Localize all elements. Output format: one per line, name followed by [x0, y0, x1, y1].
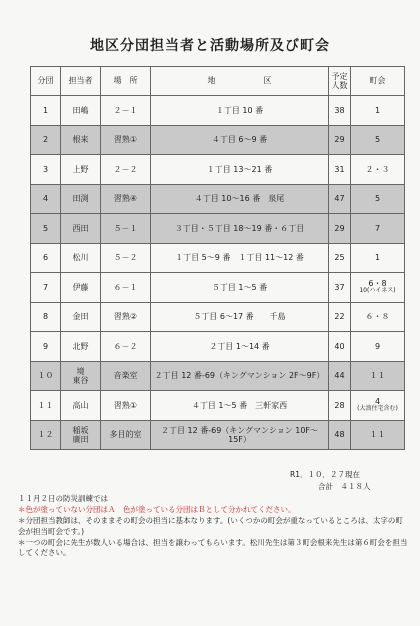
cell-count: 29 — [329, 214, 351, 244]
note-line: ＊一つの町会に先生が数人いる場合は、担当を譲わってもらいます。松川先生は第３町会根来先生は第６町会を担当してください。 — [18, 537, 408, 558]
table-row — [31, 96, 405, 126]
cell-chokai — [351, 273, 405, 303]
assignment-table — [30, 66, 405, 450]
cell-place: ６－１ — [101, 273, 151, 303]
cell-area: １丁目 13～21 番 — [151, 155, 329, 185]
cell-person: 高山 — [61, 391, 101, 421]
table-row — [31, 391, 405, 421]
cell-count: 31 — [329, 155, 351, 185]
cell-area: ５丁目 6～17 番 千島 — [151, 302, 329, 332]
table-header-row — [31, 67, 405, 96]
cell-no: 2 — [31, 125, 61, 155]
total-count: 合計 ４１８人 — [318, 482, 371, 491]
date-note: R1．１０．２７現在 — [290, 470, 360, 479]
cell-no: 9 — [31, 332, 61, 362]
table-row — [31, 420, 405, 450]
cell-no: １０ — [31, 361, 61, 391]
cell-area: ２丁目 12 番-69（キングマンション 10F～15F） — [151, 420, 329, 450]
table-row — [31, 332, 405, 362]
header-basho: 場 所 — [101, 67, 151, 96]
cell-count: 29 — [329, 125, 351, 155]
cell-place: ５－１ — [101, 214, 151, 244]
note-line-group — [18, 505, 408, 516]
cell-person: 境 東谷 — [61, 361, 101, 391]
note-line-red: ＊色が塗っていない分団はＡ — [18, 504, 116, 514]
cell-person: 北野 — [61, 332, 101, 362]
cell-no: 1 — [31, 96, 61, 126]
header-ninzu: 予定人数 — [329, 67, 351, 96]
cell-no: １２ — [31, 420, 61, 450]
cell-chokai: 5 — [351, 184, 405, 214]
cell-person: 伊藤 — [61, 273, 101, 303]
cell-area: １丁目 5～9 番 １丁目 11～12 番 — [151, 243, 329, 273]
cell-chokai: 1 — [351, 243, 405, 273]
cell-place: 習熟① — [101, 125, 151, 155]
cell-person: 西田 — [61, 214, 101, 244]
header-chokai: 町会 — [351, 67, 405, 96]
table-row — [31, 273, 405, 303]
cell-chokai: 1 — [351, 96, 405, 126]
cell-chokai: ２・３ — [351, 155, 405, 185]
cell-place: 多目的室 — [101, 420, 151, 450]
chokai-note: 10(ハイネス) — [359, 287, 396, 295]
cell-person: 田渕 — [61, 184, 101, 214]
cell-no: 5 — [31, 214, 61, 244]
cell-area: ４丁目 10～16 番 泉尾 — [151, 184, 329, 214]
table-row — [31, 302, 405, 332]
cell-chokai: １１ — [351, 420, 405, 450]
cell-count: 22 — [329, 302, 351, 332]
cell-no: 4 — [31, 184, 61, 214]
cell-count: 25 — [329, 243, 351, 273]
note-line: ＊分団担当教師は、そのままその町会の担当に基本なります。(いくつかの町会が重なっているところは、太字の町会が担当町会です。) — [18, 515, 403, 536]
cell-no: １１ — [31, 391, 61, 421]
note-line-red: 色が塗っている分団はＢとして分かれてください。 — [115, 504, 296, 514]
cell-no: 8 — [31, 302, 61, 332]
chokai-note: (大浪住宅含む) — [357, 405, 398, 413]
cell-person: 稲坂 廣田 — [61, 420, 101, 450]
cell-count: 28 — [329, 391, 351, 421]
cell-count: 38 — [329, 96, 351, 126]
cell-place: ２－１ — [101, 96, 151, 126]
cell-person: 金田 — [61, 302, 101, 332]
cell-count: 40 — [329, 332, 351, 362]
cell-area: ４丁目 6～9 番 — [151, 125, 329, 155]
table-row — [31, 125, 405, 155]
cell-count: 48 — [329, 420, 351, 450]
cell-count: 47 — [329, 184, 351, 214]
cell-place: 音楽室 — [101, 361, 151, 391]
cell-area: １丁目 10 番 — [151, 96, 329, 126]
cell-chokai: １１ — [351, 361, 405, 391]
cell-count: 37 — [329, 273, 351, 303]
table-row — [31, 155, 405, 185]
cell-person: 上野 — [61, 155, 101, 185]
cell-chokai — [351, 391, 405, 421]
chokai-value: 4 — [374, 397, 381, 407]
cell-area: ２丁目 12 番-69（キングマンション 2F～9F） — [151, 361, 329, 391]
cell-area: ４丁目 1～5 番 三軒家西 — [151, 391, 329, 421]
chokai-value: 6・8 — [368, 279, 387, 289]
header-bundan: 分団 — [31, 67, 61, 96]
cell-count: 44 — [329, 361, 351, 391]
cell-place: ２－２ — [101, 155, 151, 185]
cell-place: 習熟② — [101, 302, 151, 332]
cell-place: 習熟④ — [101, 184, 151, 214]
cell-place: 習熟① — [101, 391, 151, 421]
cell-no: 3 — [31, 155, 61, 185]
cell-chokai: 9 — [351, 332, 405, 362]
notes-block — [18, 494, 408, 559]
cell-no: 6 — [31, 243, 61, 273]
cell-area: ５丁目 1～5 番 — [151, 273, 329, 303]
header-tantosha: 担当者 — [61, 67, 101, 96]
cell-area: ３丁目・５丁目 18～19 番・６丁目 — [151, 214, 329, 244]
table-row — [31, 243, 405, 273]
table-row — [31, 184, 405, 214]
cell-place: ５－２ — [101, 243, 151, 273]
table-row — [31, 214, 405, 244]
document-title: 地区分団担当者と活動場所及び町会 — [90, 38, 330, 54]
cell-chokai: 5 — [351, 125, 405, 155]
cell-area: ２丁目 1～14 番 — [151, 332, 329, 362]
cell-person: 根来 — [61, 125, 101, 155]
header-chiku: 地 区 — [151, 67, 329, 96]
note-line: １１月２日の防災訓練では — [18, 494, 108, 503]
cell-chokai: 7 — [351, 214, 405, 244]
table-row — [31, 361, 405, 391]
cell-no: 7 — [31, 273, 61, 303]
cell-chokai: ６・８ — [351, 302, 405, 332]
cell-person: 田嶋 — [61, 96, 101, 126]
cell-person: 松川 — [61, 243, 101, 273]
cell-place: ６－２ — [101, 332, 151, 362]
